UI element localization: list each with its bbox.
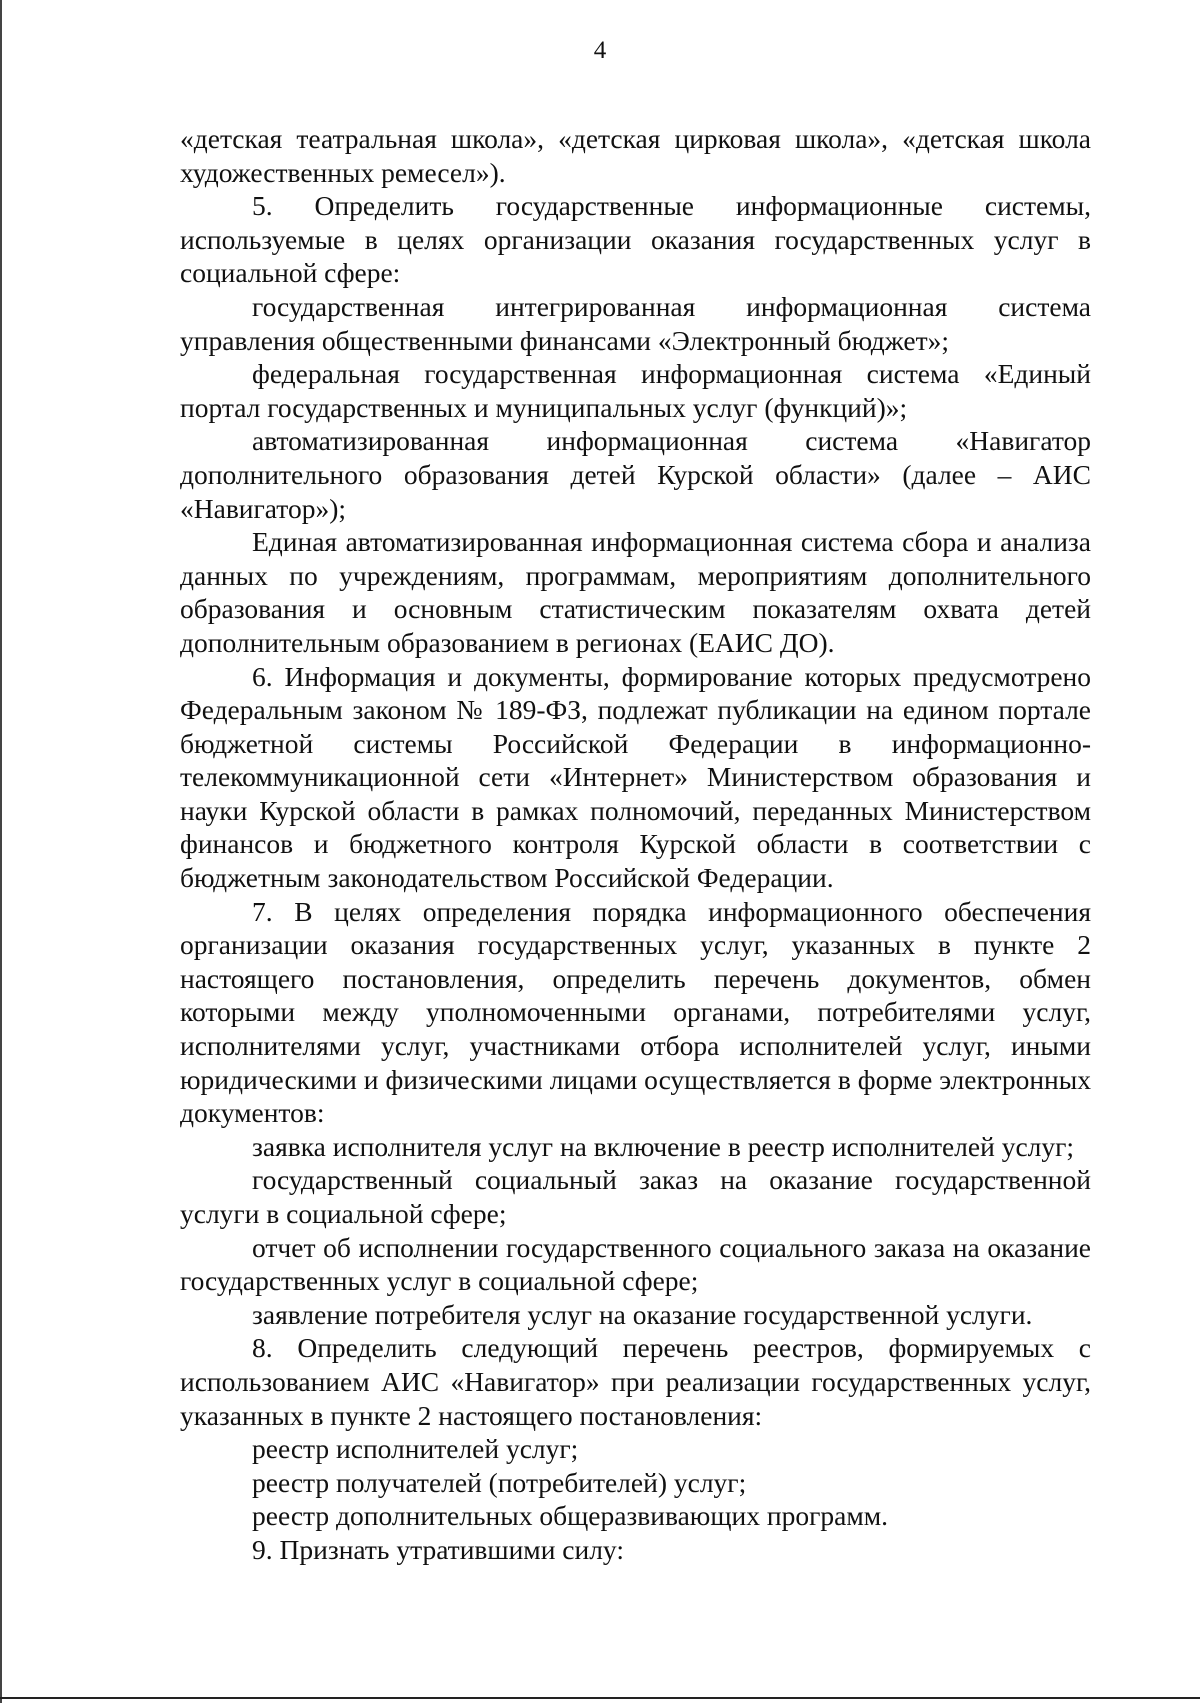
paragraph-item-6: 6. Информация и документы, формирование которых предусмотрено Федеральным законом № 189-ФЗ, подлежат публикации на едином портале бюджетной системы Российской Федерации в информационно-телекоммуникационной сети «Интернет» Министерством образования и науки Курской области в рамках полномочий, переданных Министерством финансов и бюджетного контроля Курской области в соответствии с бюджетным законодательством Российской Федерации. [180,660,1091,894]
paragraph-system-navigator: автоматизированная информационная система «Навигатор дополнительного образования детей Курской области» (далее – АИС «Навигатор»); [180,425,1091,524]
paragraph-item-7: 7. В целях определения порядка информационного обеспечения организации оказания государственных услуг, указанных в пункте 2 настоящего постановления, определить перечень документов, обмен которыми между уполномоченными органами, потребителями услуг, исполнителями услуг, участниками отбора исполнителей услуг, иными юридическими и физическими лицами осуществляется в форме электронных документов: [180,895,1091,1129]
document-body [180,122,1091,1567]
paragraph-system-eais: Единая автоматизированная информационная система сбора и анализа данных по учреждениям, программам, мероприятиям дополнительного образования и основным статистическим показателям охвата детей дополнительным образованием в регионах (ЕАИС ДО). [180,526,1091,658]
paragraph-system-budget: государственная интегрированная информационная система управления общественными финансами «Электронный бюджет»; [180,290,1091,356]
paragraph-system-portal: федеральная государственная информационная система «Единый портал государственных и муниципальных услуг (функций)»; [180,358,1091,423]
paragraph-item-5: 5. Определить государственные информационные системы, используемые в целях организации оказания государственных услуг в социальной сфере: [180,190,1091,289]
paragraph-registry-recipients: реестр получателей (потребителей) услуг; [252,1466,747,1498]
paragraph-continuation: «детская театральная школа», «детская цирковая школа», «детская школа художественных ремесел»). [180,123,1091,188]
paragraph-registry-programs: реестр дополнительных общеразвивающих программ. [252,1500,889,1532]
paragraph-doc-consumer-request: заявление потребителя услуг на оказание государственной услуги. [252,1298,1033,1330]
paragraph-doc-social-order: государственный социальный заказ на оказание государственной услуги в социальной сфере; [180,1164,1091,1229]
paragraph-registry-providers: реестр исполнителей услуг; [252,1433,579,1465]
paragraph-doc-application: заявка исполнителя услуг на включение в реестр исполнителей услуг; [252,1130,1075,1162]
paragraph-item-8: 8. Определить следующий перечень реестров, формируемых с использованием АИС «Навигатор» при реализации государственных услуг, указанных в пункте 2 настоящего постановления: [180,1332,1091,1431]
scan-bottom-edge [0,1697,1200,1699]
paragraph-doc-report: отчет об исполнении государственного социального заказа на оказание государственных услуг в социальной сфере; [180,1231,1091,1297]
paragraph-item-9: 9. Признать утратившими силу: [252,1533,624,1565]
scan-left-edge [0,0,2,1703]
page-number: 4 [593,37,607,64]
